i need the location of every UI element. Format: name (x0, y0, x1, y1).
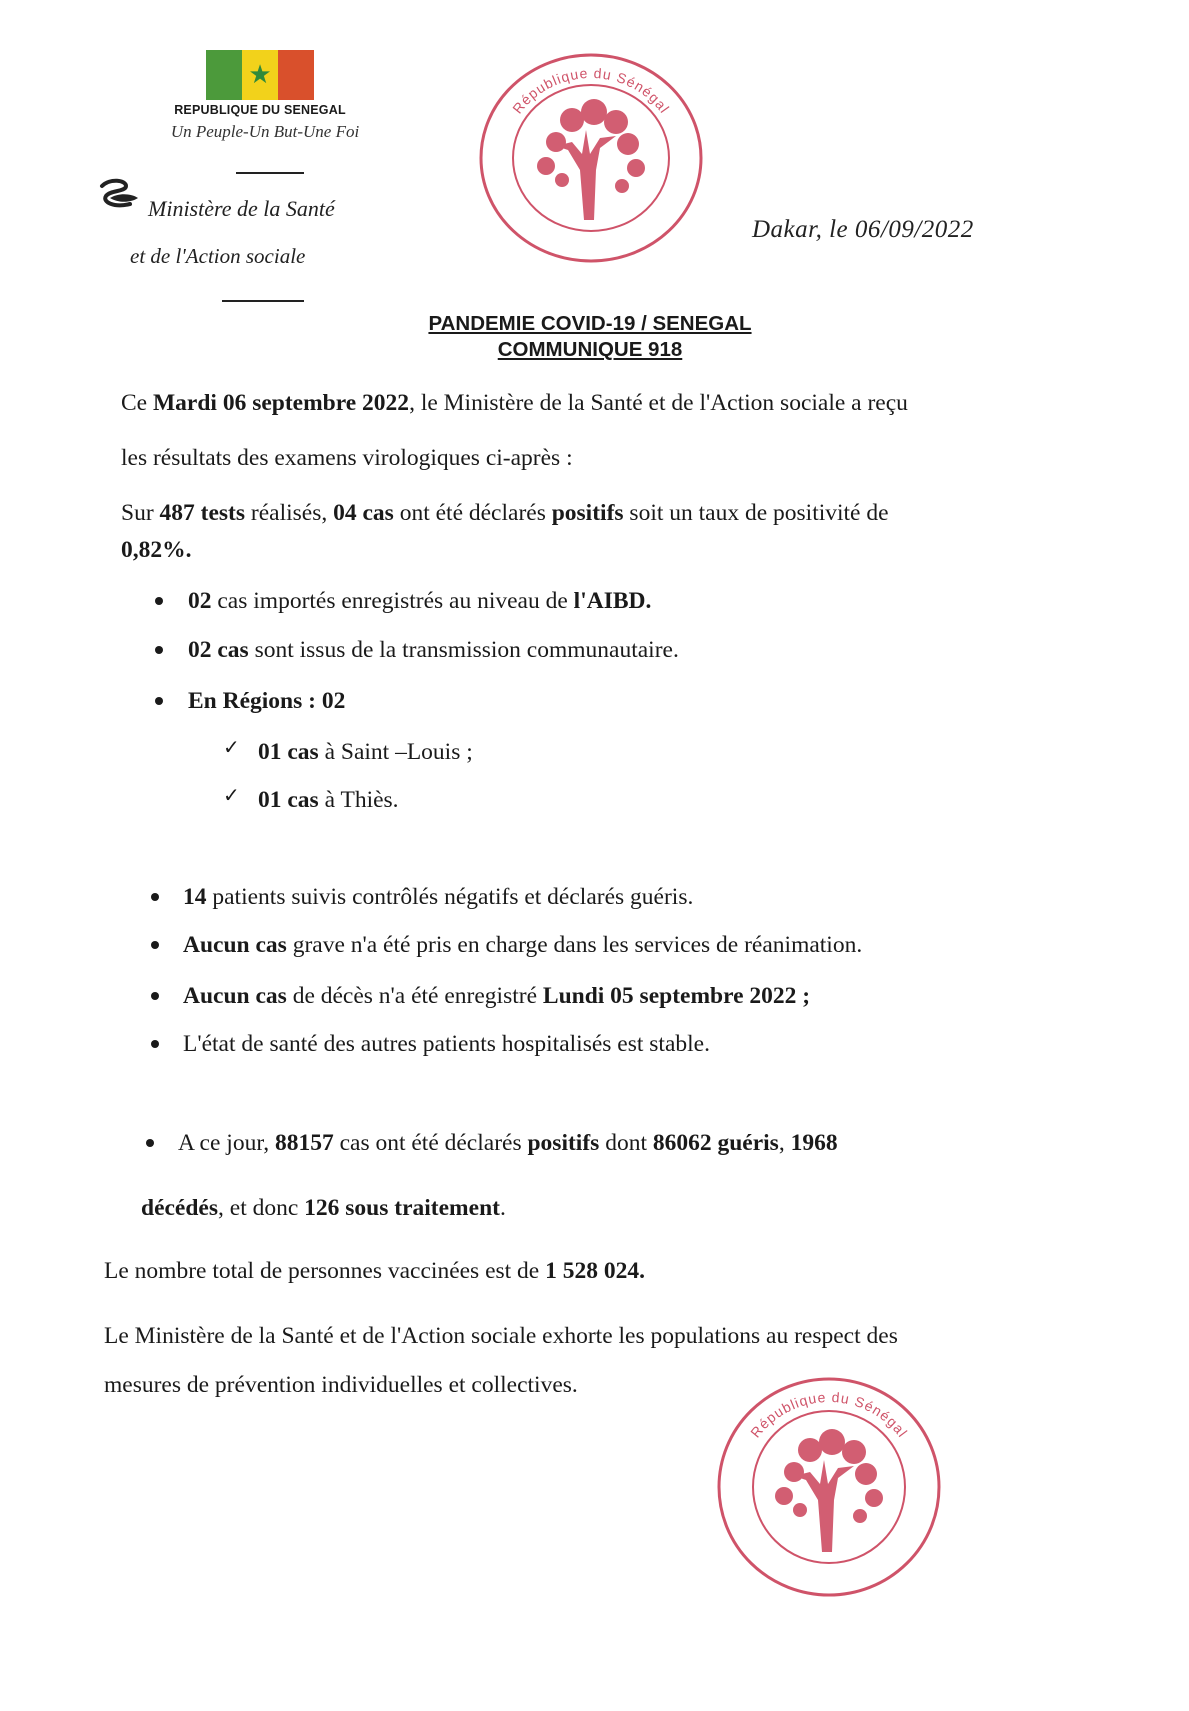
list-item: 01 cas à Saint –Louis ; (258, 739, 473, 765)
list-item: Aucun cas de décès n'a été enregistré Lundi 05 septembre 2022 ; (183, 983, 811, 1009)
svg-text:République du Sénégal: République du Sénégal (509, 64, 674, 117)
title-line2: COMMUNIQUE 918 (497, 338, 683, 361)
bullet (151, 992, 159, 1000)
communique-title (360, 311, 820, 363)
ministry-stamp (476, 50, 706, 266)
title-line1: PANDEMIE COVID-19 / SENEGAL (428, 312, 752, 335)
svg-text:République du Sénégal: République du Sénégal (747, 1388, 912, 1441)
bullet (155, 697, 163, 705)
list-item: 14 patients suivis contrôlés négatifs et déclarés guéris. (183, 884, 694, 910)
list-item: L'état de santé des autres patients hospitalisés est stable. (183, 1031, 710, 1057)
closing-line2: mesures de prévention individuelles et collectives. (104, 1372, 578, 1398)
divider (236, 172, 304, 174)
ministry-logo-icon (96, 176, 142, 216)
bullet (146, 1139, 154, 1147)
list-item: Aucun cas grave n'a été pris en charge dans les services de réanimation. (183, 932, 863, 958)
republic-name: REPUBLIQUE DU SENEGAL (174, 103, 346, 117)
totals-line1: A ce jour, 88157 cas ont été déclarés positifs dont 86062 guéris, 1968 (178, 1130, 838, 1156)
checkmark-icon: ✓ (223, 783, 240, 807)
list-item: 02 cas sont issus de la transmission communautaire. (188, 637, 679, 663)
vaccination-line: Le nombre total de personnes vaccinées est de 1 528 024. (104, 1258, 645, 1284)
star-icon: ★ (248, 60, 272, 90)
document-date: Dakar, le 06/09/2022 (752, 216, 974, 243)
bullet (151, 893, 159, 901)
positivity-rate: 0,82%. (121, 537, 192, 563)
national-motto: Un Peuple-Un But-Une Foi (170, 122, 360, 141)
bullet (155, 646, 163, 654)
closing-line1: Le Ministère de la Santé et de l'Action sociale exhorte les populations au respect des (104, 1323, 898, 1349)
totals-line2: décédés, et donc 126 sous traitement. (141, 1195, 506, 1221)
ministry-stamp (714, 1374, 944, 1600)
intro-line2: les résultats des examens virologiques ci-après : (121, 445, 573, 471)
bullet (151, 1040, 159, 1048)
bullet (155, 597, 163, 605)
intro-line1: Ce Mardi 06 septembre 2022, le Ministère de la Santé et de l'Action sociale a reçu (121, 390, 908, 416)
list-item: 02 cas importés enregistrés au niveau de l'AIBD. (188, 588, 652, 614)
list-item: En Régions : 02 (188, 688, 346, 714)
ministry-name-line1: Ministère de la Santé (148, 196, 335, 221)
divider (222, 300, 304, 302)
list-item: 01 cas à Thiès. (258, 787, 399, 813)
tests-line: Sur 487 tests réalisés, 04 cas ont été déclarés positifs soit un taux de positivité de (121, 500, 889, 526)
bullet (151, 941, 159, 949)
senegal-flag (206, 50, 314, 100)
checkmark-icon: ✓ (223, 735, 240, 759)
ministry-name-line2: et de l'Action sociale (130, 244, 306, 268)
